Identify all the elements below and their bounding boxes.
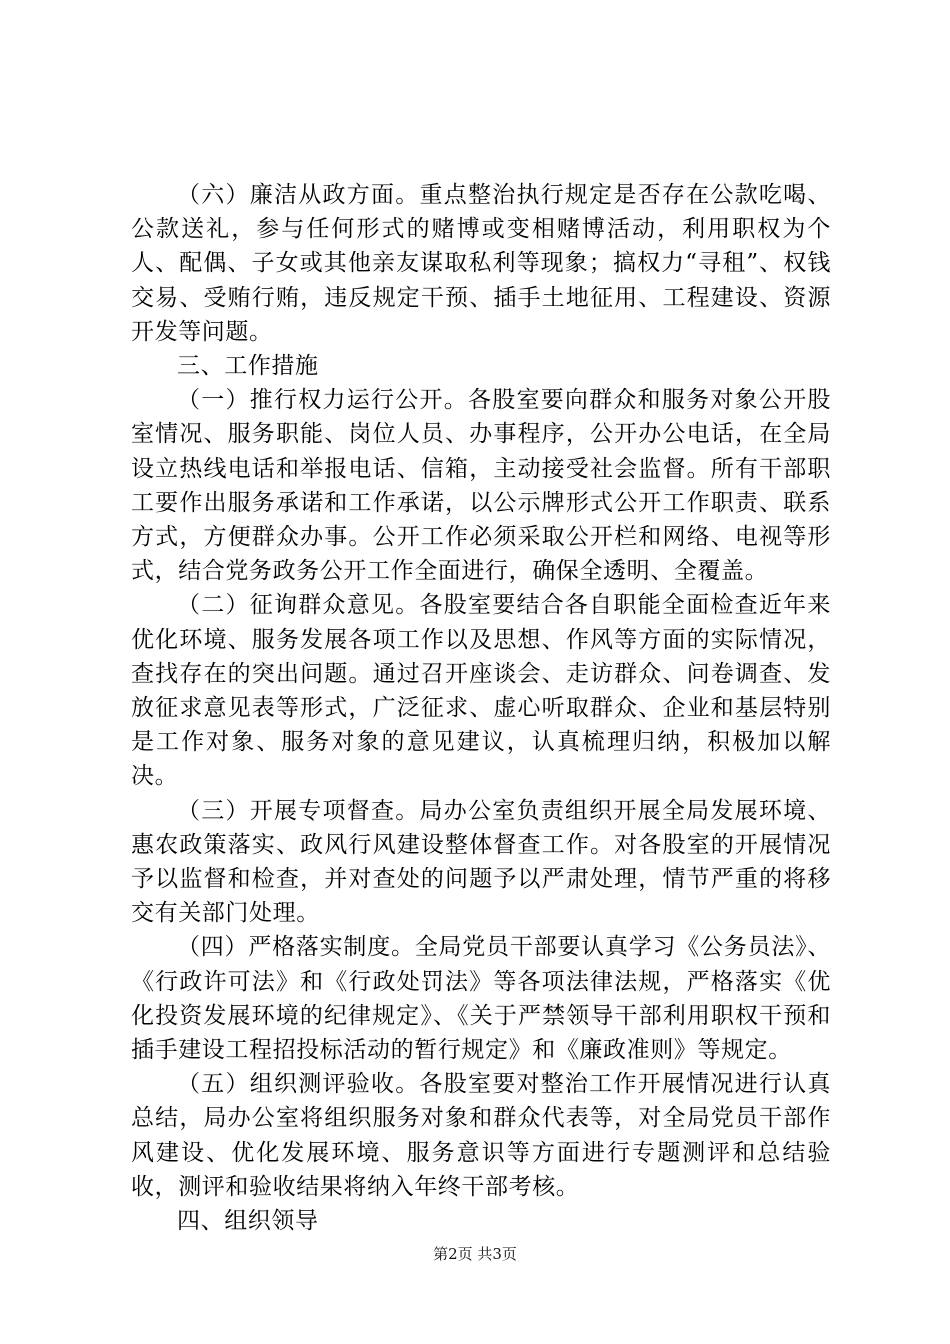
paragraph-public-opinion: （二）征询群众意见。各股室要结合各自职能全面检查近年来优化环境、服务发展各项工作以及思想、作风等方面的实际情况，查找存在的突出问题。通过召开座谈会、走访群众、问卷调查、发放征求意见表等形式，广泛征求、虚心听取群众、企业和基层特别是工作对象、服务对象的意见建议，认真梳理归纳，积极加以解决。 <box>131 592 831 790</box>
paragraph-integrity: （六）廉洁从政方面。重点整治执行规定是否存在公款吃喝、公款送礼，参与任何形式的赌博或变相赌博活动，利用职权为个人、配偶、子女或其他亲友谋取私利等现象；搞权力“寻租”、权钱交易、受贿行贿，违反规定干预、插手土地征用、工程建设、资源开发等问题。 <box>131 182 831 345</box>
section-heading-leadership: 四、组织领导 <box>177 1208 319 1235</box>
page-number-footer: 第2页 共3页 <box>433 1245 517 1263</box>
paragraph-evaluation: （五）组织测评验收。各股室要对整治工作开展情况进行认真总结，局办公室将组织服务对象和群众代表等，对全局党员干部作风建设、优化发展环境、服务意识等方面进行专题测评和总结验收，测评和验收结果将纳入年终干部考核。 <box>131 1071 831 1200</box>
paragraph-rules: （四）严格落实制度。全局党员干部要认真学习《公务员法》、《行政许可法》和《行政处罚法》等各项法律法规，严格落实《优化投资发展环境的纪律规定》、《关于严禁领导干部利用职权干预和插手建设工程招投标活动的暂行规定》和《廉政准则》等规定。 <box>131 934 831 1064</box>
section-heading-measures: 三、工作措施 <box>177 353 319 380</box>
paragraph-inspection: （三）开展专项督查。局办公室负责组织开展全局发展环境、惠农政策落实、政风行风建设整体督查工作。对各股室的开展情况予以监督和检查，并对查处的问题予以严肃处理，情节严重的将移交有关部门处理。 <box>131 797 831 927</box>
document-body <box>131 178 831 1238</box>
paragraph-openness: （一）推行权力运行公开。各股室要向群众和服务对象公开股室情况、服务职能、岗位人员、办事程序，公开办公电话，在全局设立热线电话和举报电话、信箱，主动接受社会监督。所有干部职工要作出服务承诺和工作承诺，以公示牌形式公开工作职责、联系方式，方便群众办事。公开工作必须采取公开栏和网络、电视等形式，结合党务政务公开工作全面进行，确保全透明、全覆盖。 <box>131 387 831 585</box>
